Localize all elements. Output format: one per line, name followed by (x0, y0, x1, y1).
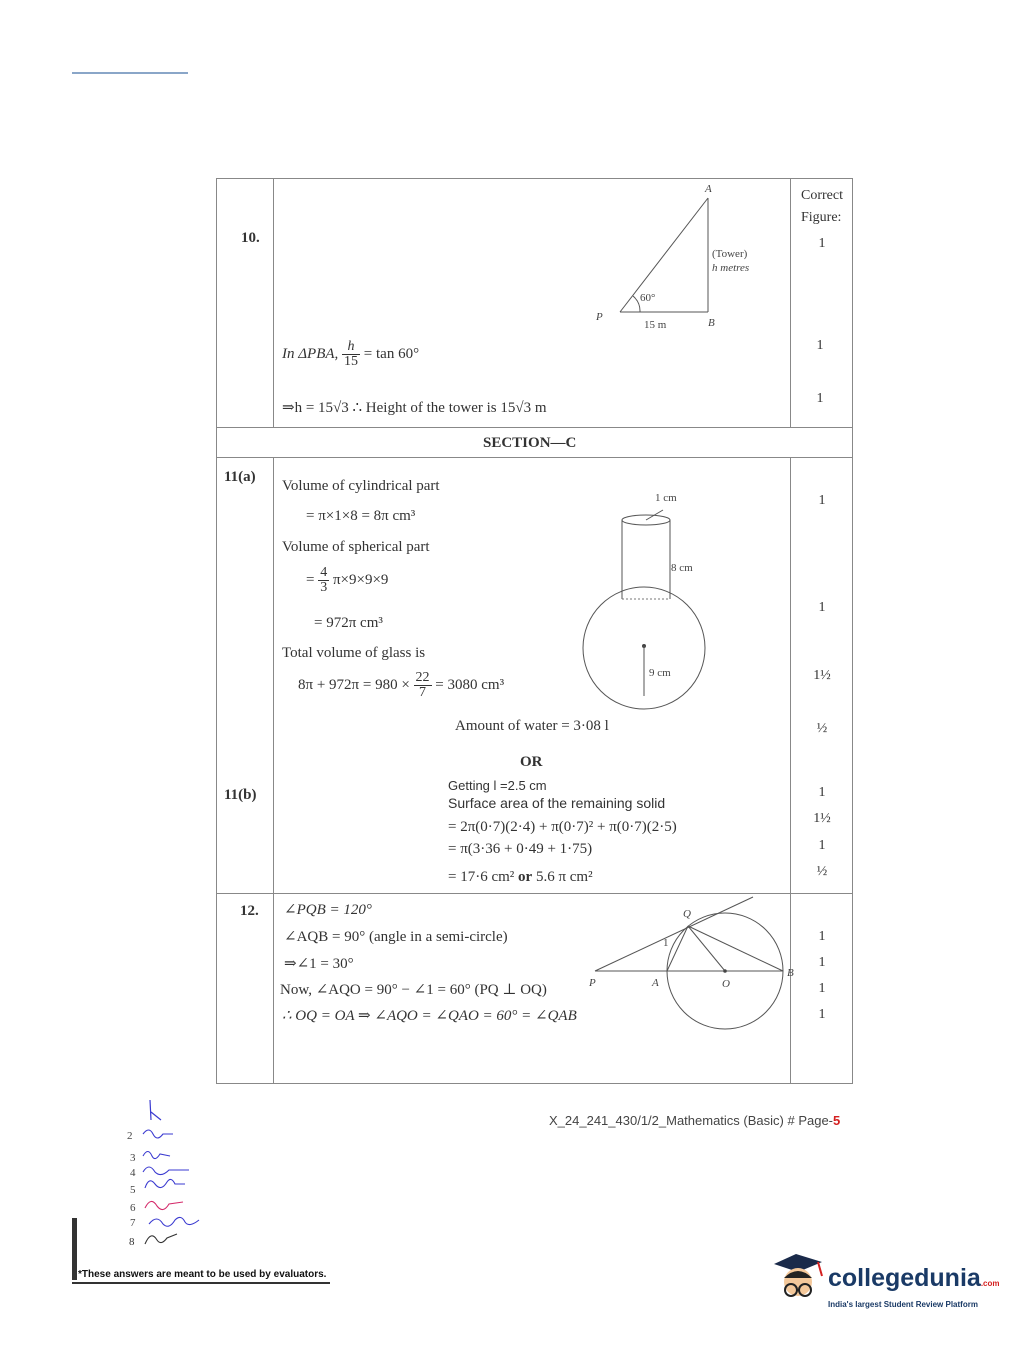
eval-num-6: 6 (130, 1202, 136, 1214)
question-number-12: 12. (240, 903, 259, 919)
q11a-line-4 (306, 566, 388, 595)
q12-line-5: ∴ OQ = OA ⇒ ∠AQO = ∠QAO = 60° = ∠QAB (282, 1008, 577, 1024)
question-number-11a: 11(a) (224, 469, 256, 485)
mark-q11a-3: 1½ (813, 668, 831, 683)
label-height: h metres (712, 262, 750, 274)
flask-figure (575, 488, 725, 703)
label-B: B (708, 317, 715, 329)
page-number: 5 (833, 1113, 841, 1128)
mark-q11a-2: 1 (818, 600, 826, 615)
mark-q12-4: 1 (818, 1007, 826, 1022)
radius-QO (688, 926, 725, 971)
q11b-result-or: or (518, 869, 533, 885)
note-underline (72, 1282, 330, 1284)
q12-line-1: ∠PQB = 120° (284, 902, 372, 918)
label-Q: Q (683, 908, 691, 920)
mark-q11b-1: 1 (818, 785, 826, 800)
col-divider-left (273, 179, 274, 427)
collegedunia-mascot-icon (768, 1250, 828, 1310)
fraction-4-over-3 (318, 566, 329, 595)
fraction-denominator: 7 (419, 685, 427, 700)
eval-num-2: 2 (127, 1130, 133, 1142)
mark-q11a-1: 1 (818, 493, 826, 508)
mark-q11a-4: ½ (816, 721, 828, 736)
q11a-line-7 (298, 671, 504, 700)
q11b-line-3: = 2π(0·7)(2·4) + π(0·7)² + π(0·7)(2·5) (448, 819, 677, 835)
q11a-line-5: = 972π cm³ (314, 615, 383, 631)
q11a-line-6: Total volume of glass is (282, 645, 426, 661)
eval-num-3: 3 (130, 1152, 136, 1164)
q11b-result-a: = 17·6 cm² (448, 869, 515, 885)
q11a-line-7-prefix: 8π + 972π = 980 × (298, 676, 410, 693)
q11b-line-5 (448, 869, 593, 886)
evaluator-note: *These answers are meant to be used by evaluators. (78, 1269, 327, 1280)
q11a-line-4-suffix: π×9×9×9 (332, 571, 389, 588)
q11a-line-2: = π×1×8 = 8π cm³ (306, 508, 416, 524)
q11b-line-1: Getting l =2.5 cm (448, 778, 547, 793)
fraction-h-over-15 (342, 340, 360, 369)
q10-line-2: ⇒h = 15√3 ∴ Height of the tower is 15√3 m (282, 400, 547, 416)
q11b-result-b: 5.6 π cm² (535, 869, 593, 885)
centre-O (723, 969, 727, 973)
top-rule (72, 72, 188, 74)
fraction-denominator: 3 (320, 580, 328, 595)
marks-header-correct: Correct (801, 188, 843, 203)
label-1cm: 1 cm (655, 492, 677, 504)
label-angle: 60° (640, 292, 656, 304)
mark-q10-2: 1 (816, 391, 824, 406)
q11b-line-2: Surface area of the remaining solid (448, 795, 666, 811)
fraction-numerator: h (342, 340, 360, 355)
question-number-11b: 11(b) (224, 787, 257, 803)
mark-q10-1: 1 (816, 338, 824, 353)
circle-tangent-figure (585, 893, 800, 1038)
collegedunia-wordmark (828, 1264, 999, 1293)
label-angle-1: 1 (663, 937, 669, 949)
q12-line-3: ⇒∠1 = 30° (284, 956, 354, 972)
fraction-numerator: 22 (415, 670, 430, 685)
q11a-line-1: Volume of cylindrical part (282, 478, 440, 494)
tower-figure (590, 180, 770, 340)
eval-num-5: 5 (130, 1184, 136, 1196)
row-divider-section (217, 457, 852, 458)
label-B: B (787, 967, 794, 979)
label-tower: (Tower) (712, 248, 748, 260)
q12-line-2: ∠AQB = 90° (angle in a semi-circle) (284, 929, 508, 945)
mark-q12-2: 1 (818, 955, 826, 970)
label-O: O (722, 978, 730, 990)
evaluator-signatures (125, 1098, 220, 1258)
col-divider-left-lower (273, 457, 274, 1083)
q12-line-4: Now, ∠AQO = 90° − ∠1 = 60° (PQ ⊥ OQ) (280, 982, 547, 998)
eval-num-4: 4 (130, 1167, 136, 1179)
fraction-22-over-7 (414, 671, 432, 700)
mark-q12-3: 1 (818, 981, 826, 996)
q11a-line-7-suffix: = 3080 cm³ (435, 676, 505, 693)
col-divider-right (790, 179, 791, 427)
q11a-line-8: Amount of water = 3·08 l (455, 718, 609, 734)
label-A: A (705, 183, 712, 195)
brand-name: collegedunia (828, 1264, 981, 1292)
q10-line-1-suffix: = tan 60° (363, 345, 420, 362)
mark-q12-1: 1 (818, 929, 826, 944)
tangent-line-PQ (595, 897, 753, 971)
mark-figure: 1 (818, 236, 826, 251)
label-P: P (596, 311, 603, 323)
marks-header-figure: Figure: (801, 210, 842, 225)
row-divider-q10 (217, 427, 852, 428)
mark-q11b-4: ½ (816, 864, 828, 879)
label-P: P (589, 977, 596, 989)
or-divider: OR (520, 754, 543, 770)
q11b-line-4: = π(3·36 + 0·49 + 1·75) (448, 841, 593, 857)
brand-suffix: .com (980, 1279, 1000, 1288)
label-8cm: 8 cm (671, 562, 693, 574)
section-heading: SECTION—C (483, 435, 577, 451)
mark-q11b-3: 1 (818, 838, 826, 853)
note-bar (72, 1218, 77, 1280)
collegedunia-tagline: India's largest Student Review Platform (828, 1300, 978, 1309)
fraction-numerator: 4 (320, 565, 328, 580)
q11a-line-4-prefix: = (306, 571, 315, 588)
page-code-text: X_24_241_430/1/2_Mathematics (Basic) # Page- (549, 1113, 834, 1128)
q11a-line-3: Volume of spherical part (282, 539, 430, 555)
page-code (549, 1113, 840, 1128)
label-9cm: 9 cm (649, 667, 671, 679)
eval-num-7: 7 (130, 1217, 136, 1229)
mark-q11b-2: 1½ (813, 811, 831, 826)
label-base: 15 m (644, 319, 667, 331)
q10-line-1 (282, 340, 419, 369)
eval-num-8: 8 (129, 1236, 135, 1248)
question-number-10: 10. (241, 230, 260, 246)
q10-line-1-prefix: In ΔPBA, (282, 345, 339, 362)
label-A: A (652, 977, 659, 989)
angle-arc (633, 296, 640, 312)
fraction-denominator: 15 (344, 354, 359, 369)
line-of-sight (620, 198, 708, 312)
